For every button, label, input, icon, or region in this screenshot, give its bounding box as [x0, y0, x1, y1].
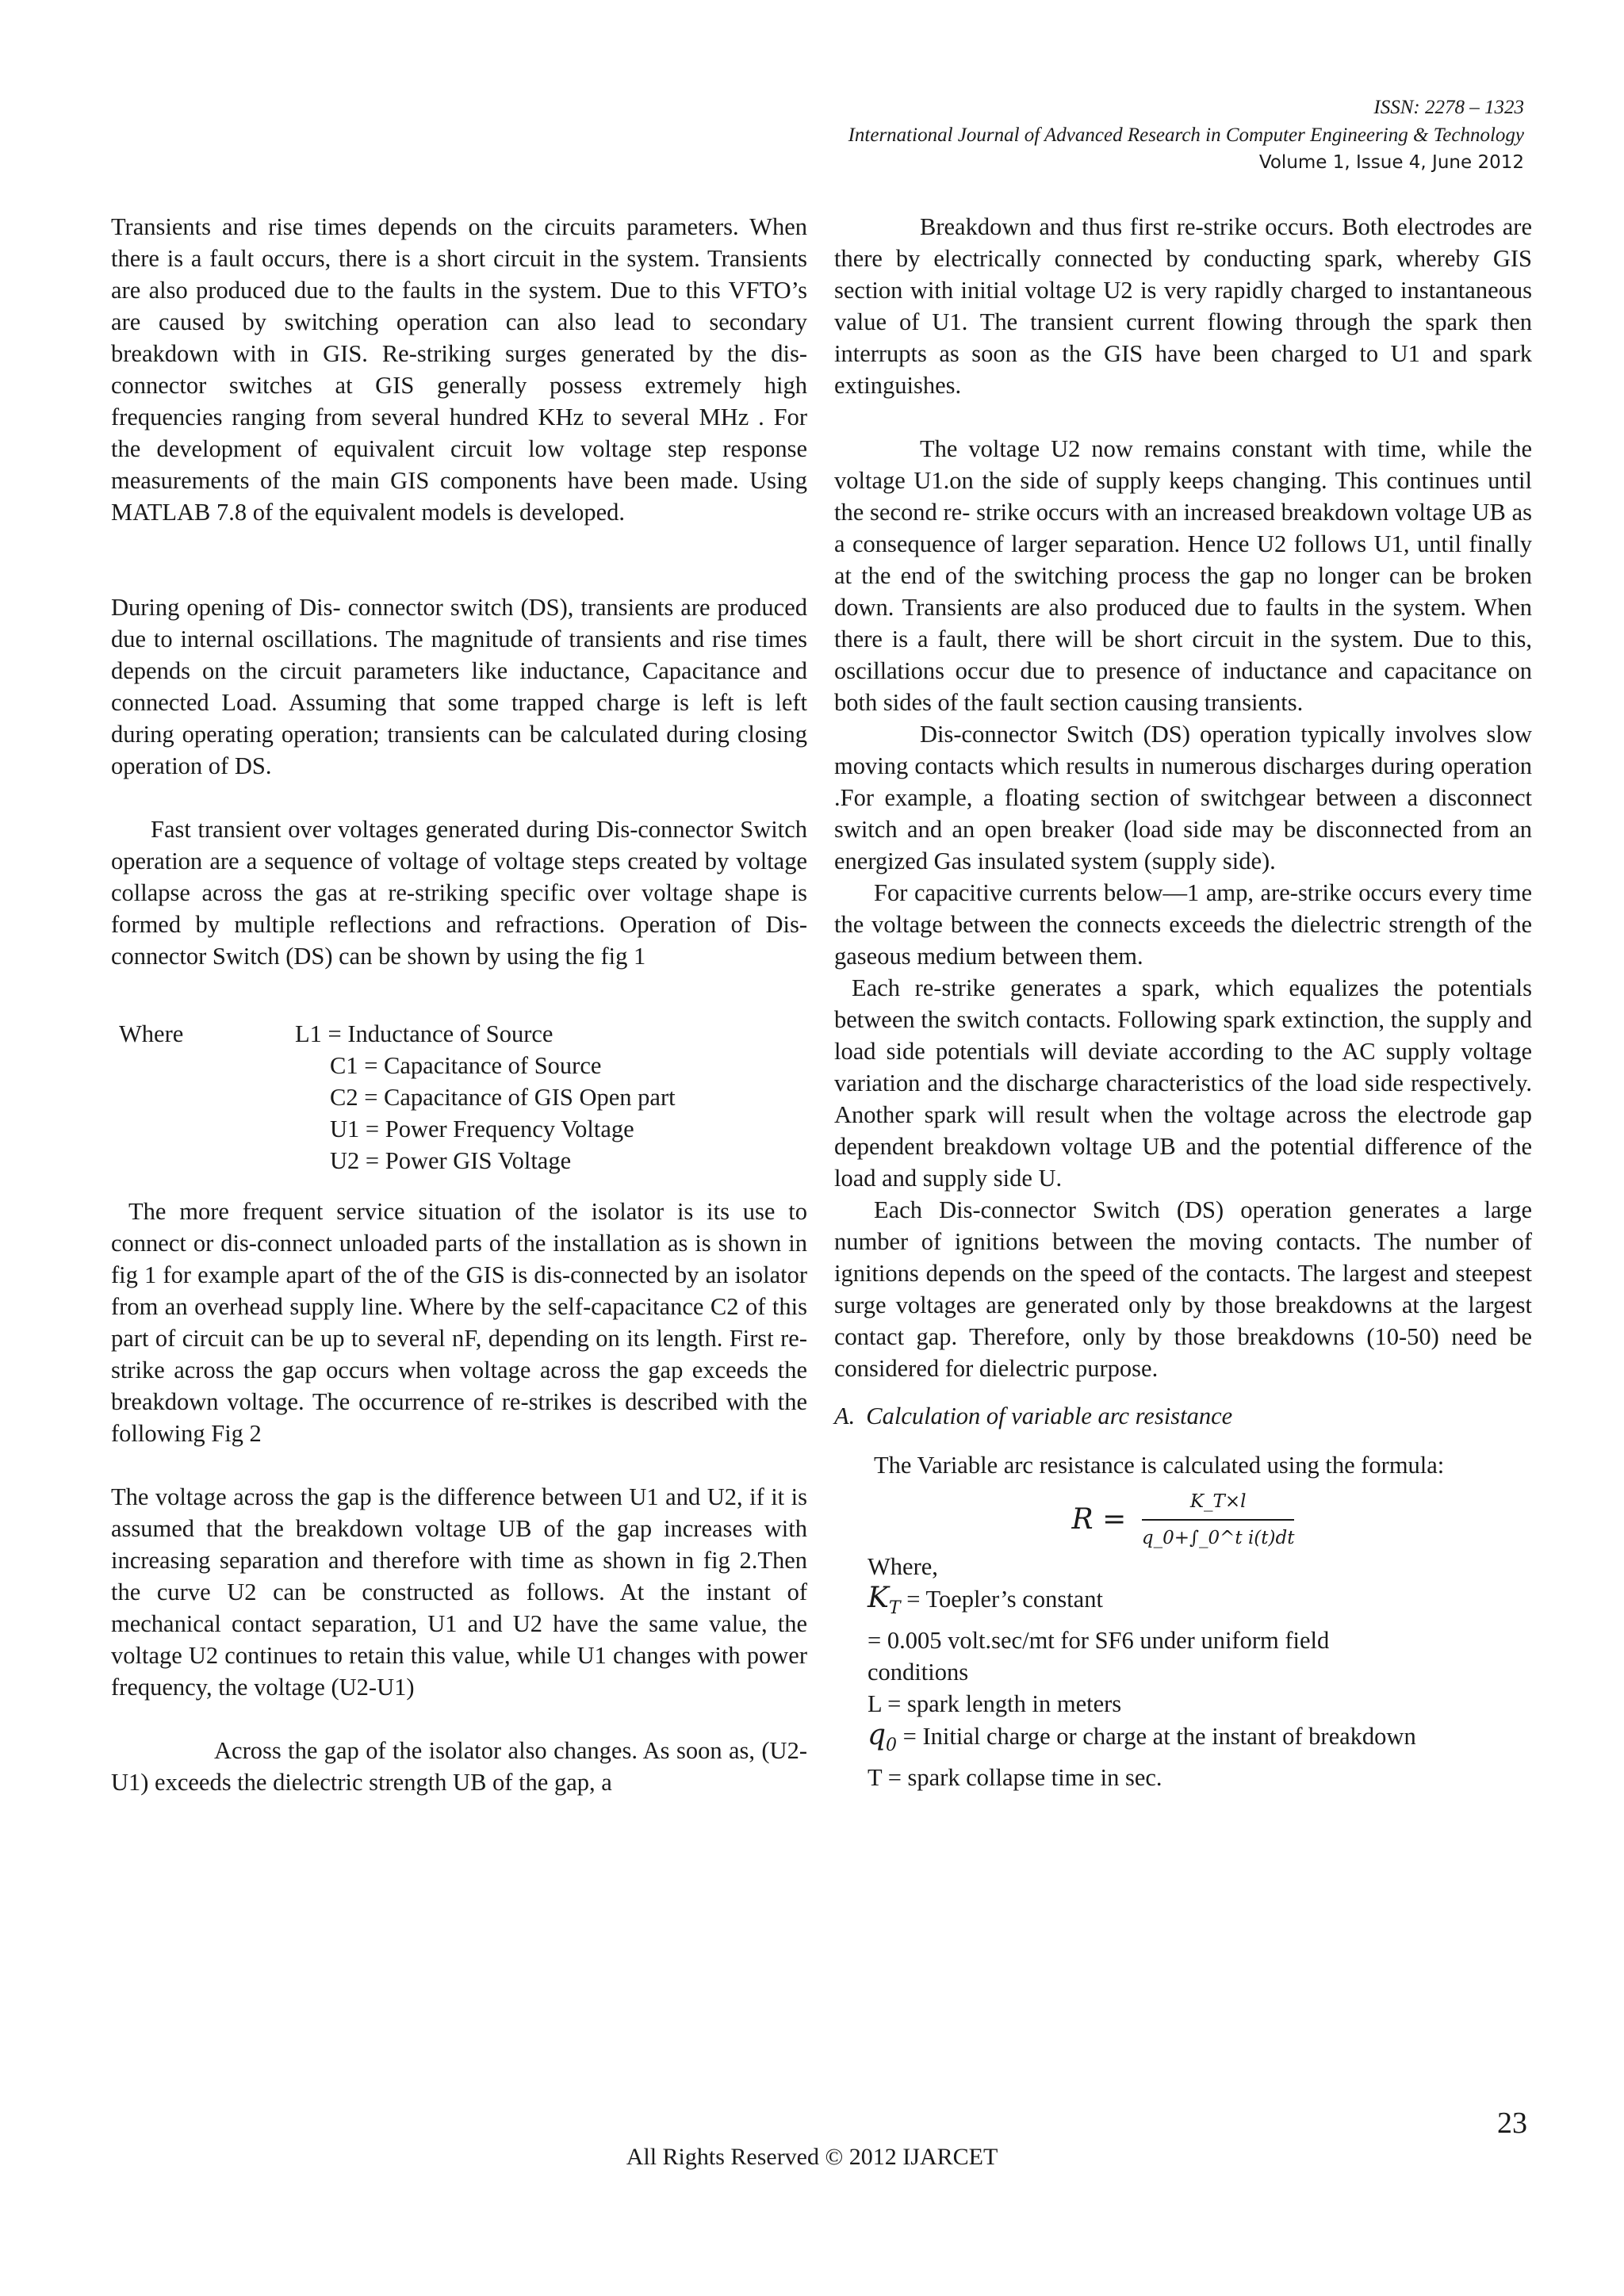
definition-kt: $K_T$ = Toepler’s constant: [868, 1582, 1103, 1619]
formula-numerator: K_T×l: [1142, 1486, 1295, 1521]
definition-c1: C1 = Capacitance of Source: [330, 1052, 602, 1079]
volume-info: Volume 1, Issue 4, June 2012: [1258, 152, 1524, 173]
paragraph: Each re-strike generates a spark, which equalizes the potentials between the switch contacts. Following spark extinction, the supply and load side potentials will deviate according to the AC supply voltage variation and the discharge characteristics of the load side respectively. Another spark will result when the voltage across the electrode gap dependent breakdown voltage UB and the potential difference of the load and supply side U.: [834, 974, 1532, 1192]
paragraph: Dis-connector Switch (DS) operation typically involves slow moving contacts which results in numerous discharges during operation .For example, a floating section of switchgear between a disconnect switch and an open breaker (load side may be disconnected from an energized Gas insulated system (supply side).: [834, 721, 1532, 874]
paragraph: The more frequent service situation of the isolator is its use to connect or dis-connect unloaded parts of the installation as is shown in fig 1 for example apart of the of the GIS is dis-connected by an isolator from an overhead supply line. Where by the self-capacitance C2 of this part of circuit can be up to several nF, depending on its length. First re-strike across the gap occurs when voltage across the gap exceeds the breakdown voltage. The occurrence of re-strikes is described with the following Fig 2: [111, 1198, 807, 1447]
section-number: A.: [834, 1402, 856, 1429]
paragraph: Fast transient over voltages generated during Dis-connector Switch operation are a sequence of voltage of voltage steps created by voltage collapse across the gas at re-striking specific over voltage shape is formed by multiple reflections and refractions. Operation of Dis-connector Switch (DS) can be shown by using the fig 1: [111, 816, 807, 970]
formula-lhs: R =: [1071, 1503, 1127, 1536]
formula-fraction: [1142, 1486, 1295, 1554]
definition-l: L = spark length in meters: [868, 1690, 1122, 1718]
paragraph: For capacitive currents below—1 amp, are-strike occurs every time the voltage between the connects exceeds the dielectric strength of the gaseous medium between them.: [834, 879, 1532, 970]
definition-kt-value-cont: conditions: [868, 1659, 969, 1686]
where-label: Where: [119, 1020, 184, 1047]
definition-u1: U1 = Power Frequency Voltage: [330, 1115, 634, 1142]
definition-q0: $q_0$ = Initial charge or charge at the instant of breakdown: [868, 1719, 1416, 1756]
definition-t: T = spark collapse time in sec.: [868, 1764, 1162, 1792]
page-footer: All Rights Reserved © 2012 IJARCET: [626, 2144, 998, 2170]
paragraph: The Variable arc resistance is calculated using the formula:: [874, 1452, 1445, 1479]
formula-denominator: q_0+∫_0^t i(t)dt: [1141, 1528, 1295, 1548]
right-column: [834, 211, 1532, 1793]
page-number: 23: [1497, 2107, 1527, 2140]
q0-symbol: $q_0$: [868, 1719, 898, 1756]
formula-definitions: [834, 1551, 1532, 1793]
paragraph: Across the gap of the isolator also changes. As soon as, (U2-U1) exceeds the dielectric strength UB of the gap, a: [111, 1737, 807, 1796]
paragraph: Breakdown and thus first re-strike occurs. Both electrodes are there by electrically connected by conducting spark, whereby GIS section with initial voltage U2 is very rapidly charged to instantaneous value of U1. The transient current flowing through the spark then interrupts as soon as the GIS have been charged to U1 and spark extinguishes.: [834, 213, 1532, 399]
definition-u2: U2 = Power GIS Voltage: [330, 1147, 572, 1174]
paragraph: Transients and rise times depends on the circuits parameters. When there is a fault occurs, there is a short circuit in the system. Transients are also produced due to the faults in the system. Due to this VFTO’s are caused by switching operation can also lead to secondary breakdown with in GIS. Re-striking surges generated by the dis-connector switches at GIS generally possess extremely high frequencies ranging from several hundred KHz to several MHz . For the development of equivalent circuit low voltage step response measurements of the main GIS components have been made. Using MATLAB 7.8 of the equivalent models is developed.: [111, 213, 807, 526]
section-heading: [834, 1400, 1532, 1432]
definition-l1: L1 = Inductance of Source: [295, 1020, 553, 1047]
page-header: [848, 94, 1524, 177]
paragraph: Each Dis-connector Switch (DS) operation generates a large number of ignitions between the moving contacts. The number of ignitions depends on the speed of the contacts. The largest and steepest surge voltages are generated only by those breakdowns at the largest contact gap. Therefore, only by those breakdowns (10-50) need be considered for dielectric purpose.: [834, 1196, 1532, 1382]
issn: ISSN: 2278 – 1323: [1373, 97, 1524, 118]
paragraph: The voltage across the gap is the difference between U1 and U2, if it is assumed that the breakdown voltage UB of the gap increases with increasing separation and therefore with time as shown in fig 2.Then the curve U2 can be constructed as follows. At the instant of mechanical contact separation, U1 and U2 have the same value, the voltage U2 continues to retain this value, while U1 changes with power frequency, the voltage (U2-U1): [111, 1483, 807, 1701]
left-column: [111, 211, 807, 1798]
definition-c2: C2 = Capacitance of GIS Open part: [330, 1084, 676, 1111]
where-label: Where,: [868, 1553, 938, 1580]
symbol-definitions: [111, 1018, 807, 1177]
definition-kt-value: = 0.005 volt.sec/mt for SF6 under uniform field: [868, 1627, 1330, 1655]
kt-symbol: $K_T$: [868, 1582, 901, 1619]
paragraph: The voltage U2 now remains constant with time, while the voltage U1.on the side of supply keeps changing. This continues until the second re- strike occurs with an increased breakdown voltage UB as a consequence of larger separation. Hence U2 follows U1, until finally at the end of the switching process the gap no longer can be broken down. Transients are also produced due to faults in the system. When there is a fault, there will be short circuit in the system. Due to this, oscillations occur due to presence of inductance and capacitance on both sides of the fault section causing transients.: [834, 435, 1532, 716]
section-title: Calculation of variable arc resistance: [866, 1402, 1233, 1429]
journal-title: International Journal of Advanced Research in Computer Engineering & Technology: [848, 124, 1524, 146]
paragraph: During opening of Dis- connector switch (DS), transients are produced due to internal oscillations. The magnitude of transients and rise times depends on the circuit parameters like inductance, Capacitance and connected Load. Assuming that some trapped charge is left is left during operating operation; transients can be calculated during closing operation of DS.: [111, 594, 807, 779]
arc-resistance-formula: [834, 1486, 1532, 1551]
